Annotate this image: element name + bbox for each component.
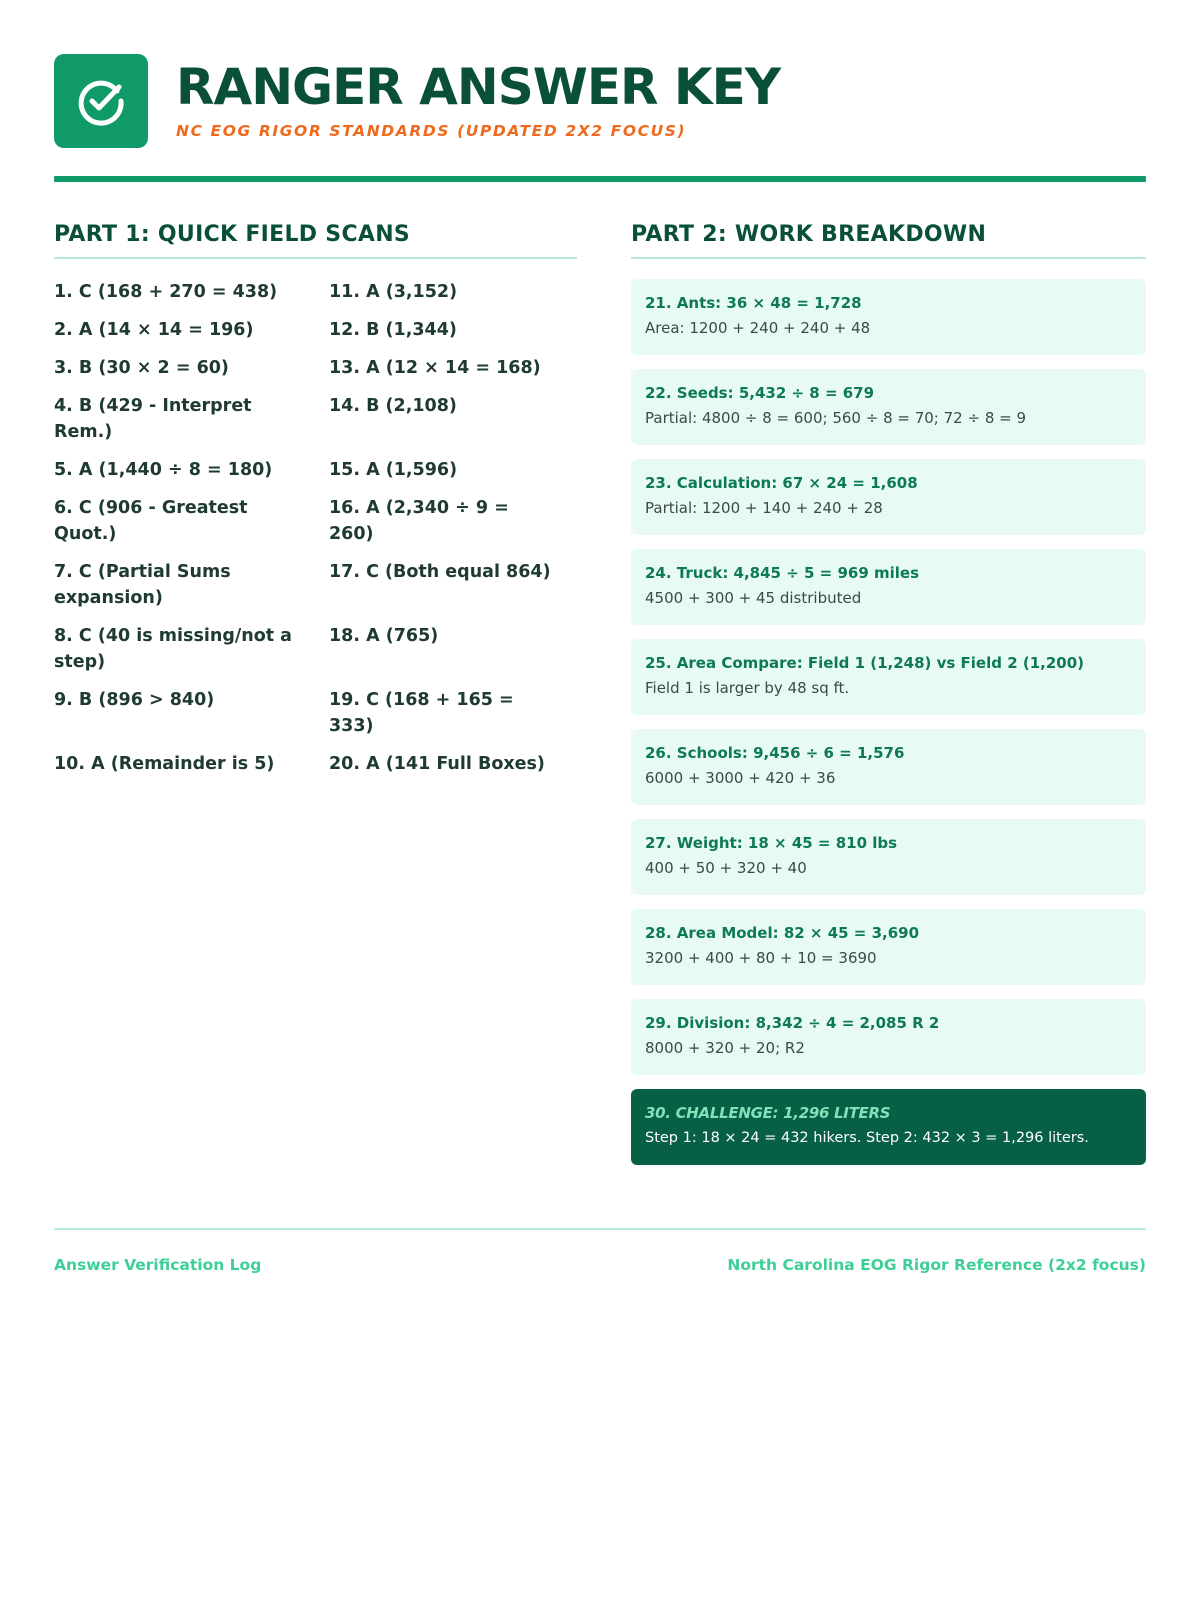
answer-item-6: 6. C (906 - Greatest Quot.) <box>54 498 248 544</box>
work-card-25 <box>631 639 1146 715</box>
work-card-title: 21. Ants: 36 × 48 = 1,728 <box>645 294 862 312</box>
work-card-28 <box>631 909 1146 985</box>
answer-item-17: 17. C (Both equal 864) <box>329 562 551 582</box>
challenge-card-title: 30. CHALLENGE: 1,296 LITERS <box>645 1104 891 1122</box>
footer-divider <box>54 1228 1146 1230</box>
work-card-title: 24. Truck: 4,845 ÷ 5 = 969 miles <box>645 564 919 582</box>
part2-title: PART 2: WORK BREAKDOWN <box>631 222 1146 259</box>
answer-item-8: 8. C (40 is missing/not a step) <box>54 626 292 672</box>
answer-item-18: 18. A (765) <box>329 626 439 646</box>
work-card-title: 27. Weight: 18 × 45 = 810 lbs <box>645 834 898 852</box>
header <box>54 54 1146 148</box>
title-block <box>176 58 781 140</box>
logo-badge <box>54 54 148 148</box>
work-card-23 <box>631 459 1146 535</box>
answer-item-3: 3. B (30 × 2 = 60) <box>54 358 229 378</box>
work-card-detail: Partial: 1200 + 140 + 240 + 28 <box>645 499 883 517</box>
footer <box>54 1256 1146 1274</box>
challenge-card <box>631 1089 1146 1165</box>
work-card-detail: 8000 + 320 + 20; R2 <box>645 1039 805 1057</box>
work-card-24 <box>631 549 1146 625</box>
work-card-title: 22. Seeds: 5,432 ÷ 8 = 679 <box>645 384 875 402</box>
answer-item-5: 5. A (1,440 ÷ 8 = 180) <box>54 460 273 480</box>
work-card-detail: Area: 1200 + 240 + 240 + 48 <box>645 319 871 337</box>
work-card-22 <box>631 369 1146 445</box>
page-subtitle: NC EOG RIGOR STANDARDS (UPDATED 2X2 FOCUS) <box>176 122 687 140</box>
part1-section <box>54 222 577 1179</box>
answer-item-11: 11. A (3,152) <box>329 282 458 302</box>
footer-right-text: North Carolina EOG Rigor Reference (2x2 focus) <box>727 1256 1146 1274</box>
work-card-detail: Field 1 is larger by 48 sq ft. <box>645 679 850 697</box>
work-card-detail: 6000 + 3000 + 420 + 36 <box>645 769 836 787</box>
work-card-detail: Partial: 4800 ÷ 8 = 600; 560 ÷ 8 = 70; 72 ÷ 8 = 9 <box>645 409 1027 427</box>
answer-item-15: 15. A (1,596) <box>329 460 458 480</box>
work-card-title: 23. Calculation: 67 × 24 = 1,608 <box>645 474 918 492</box>
answer-item-4: 4. B (429 - Interpret Rem.) <box>54 396 252 442</box>
answer-item-10: 10. A (Remainder is 5) <box>54 754 275 774</box>
quick-scan-list <box>54 279 577 777</box>
work-card-title: 29. Division: 8,342 ÷ 4 = 2,085 R 2 <box>645 1014 940 1032</box>
answer-item-20: 20. A (141 Full Boxes) <box>329 754 545 774</box>
work-card-detail: 4500 + 300 + 45 distributed <box>645 589 862 607</box>
footer-left-text: Answer Verification Log <box>54 1256 262 1274</box>
work-card-detail: 400 + 50 + 320 + 40 <box>645 859 807 877</box>
work-card-title: 25. Area Compare: Field 1 (1,248) vs Field 2 (1,200) <box>645 654 1085 672</box>
answer-item-13: 13. A (12 × 14 = 168) <box>329 358 541 378</box>
work-card-26 <box>631 729 1146 805</box>
part1-title: PART 1: QUICK FIELD SCANS <box>54 222 577 259</box>
work-card-title: 26. Schools: 9,456 ÷ 6 = 1,576 <box>645 744 905 762</box>
answer-item-14: 14. B (2,108) <box>329 396 457 416</box>
work-card-29 <box>631 999 1146 1075</box>
work-card-title: 28. Area Model: 82 × 45 = 3,690 <box>645 924 920 942</box>
answer-item-16: 16. A (2,340 ÷ 9 = 260) <box>329 498 509 544</box>
page-title: RANGER ANSWER KEY <box>176 58 781 116</box>
work-card-21 <box>631 279 1146 355</box>
content-columns <box>54 222 1146 1179</box>
challenge-card-detail: Step 1: 18 × 24 = 432 hikers. Step 2: 432 × 3 = 1,296 liters. <box>645 1130 1089 1146</box>
answer-item-19: 19. C (168 + 165 = 333) <box>329 690 514 736</box>
answer-item-1: 1. C (168 + 270 = 438) <box>54 282 278 302</box>
answer-item-9: 9. B (896 > 840) <box>54 690 215 710</box>
work-card-27 <box>631 819 1146 895</box>
answer-item-2: 2. A (14 × 14 = 196) <box>54 320 254 340</box>
header-divider <box>54 176 1146 182</box>
answer-item-7: 7. C (Partial Sums expansion) <box>54 562 231 608</box>
check-circle-icon <box>73 73 129 129</box>
answer-item-12: 12. B (1,344) <box>329 320 457 340</box>
work-breakdown-list <box>631 279 1146 1165</box>
part2-section <box>631 222 1146 1179</box>
work-card-detail: 3200 + 400 + 80 + 10 = 3690 <box>645 949 877 967</box>
